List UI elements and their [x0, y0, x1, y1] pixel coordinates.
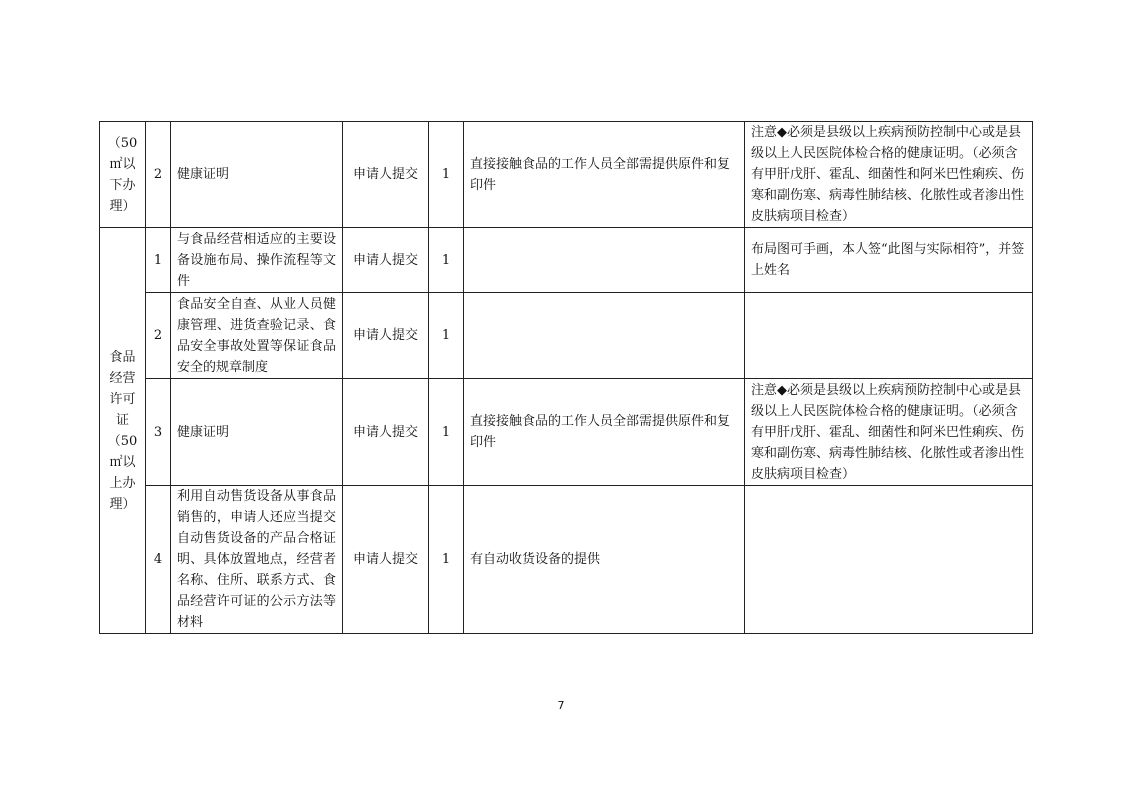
table-row — [100, 379, 1033, 486]
note-cell — [745, 293, 1033, 379]
note-cell: 注意◆必须是县级以上疾病预防控制中心或是县级以上人民医院体检合格的健康证明。（必须含有甲肝戊肝、霍乱、细菌性和阿米巴性痢疾、伤寒和副伤寒、病毒性肺结核、化脓性或者渗出性皮肤病项目检查） — [745, 122, 1033, 228]
requirement-cell: 有自动收货设备的提供 — [464, 486, 745, 634]
row-number-cell: 3 — [146, 379, 171, 486]
materials-table — [99, 121, 1033, 634]
row-number-cell: 4 — [146, 486, 171, 634]
requirement-cell: 直接接触食品的工作人员全部需提供原件和复印件 — [464, 379, 745, 486]
submitter-cell: 申请人提交 — [343, 293, 429, 379]
quantity-cell: 1 — [429, 379, 464, 486]
submitter-cell: 申请人提交 — [343, 122, 429, 228]
quantity-cell: 1 — [429, 486, 464, 634]
row-number-cell: 2 — [146, 293, 171, 379]
category-cell: 食品经营许可证（50 ㎡以上办理） — [100, 228, 146, 634]
requirement-cell: 直接接触食品的工作人员全部需提供原件和复印件 — [464, 122, 745, 228]
submitter-cell: 申请人提交 — [343, 228, 429, 293]
table-row — [100, 486, 1033, 634]
material-name-cell: 利用自动售货设备从事食品销售的，申请人还应当提交自动售货设备的产品合格证明、具体放置地点，经营者名称、住所、联系方式、食品经营许可证的公示方法等材料 — [171, 486, 343, 634]
quantity-cell: 1 — [429, 293, 464, 379]
category-cell: （50 ㎡以下办理） — [100, 122, 146, 228]
note-cell: 注意◆必须是县级以上疾病预防控制中心或是县级以上人民医院体检合格的健康证明。（必须含有甲肝戊肝、霍乱、细菌性和阿米巴性痢疾、伤寒和副伤寒、病毒性肺结核、化脓性或者渗出性皮肤病项目检查） — [745, 379, 1033, 486]
material-name-cell: 健康证明 — [171, 379, 343, 486]
submitter-cell: 申请人提交 — [343, 379, 429, 486]
quantity-cell: 1 — [429, 228, 464, 293]
submitter-cell: 申请人提交 — [343, 486, 429, 634]
page-number: 7 — [557, 699, 565, 712]
table-row — [100, 122, 1033, 228]
requirement-cell — [464, 228, 745, 293]
table-row — [100, 228, 1033, 293]
quantity-cell: 1 — [429, 122, 464, 228]
requirement-cell — [464, 293, 745, 379]
row-number-cell: 1 — [146, 228, 171, 293]
material-name-cell: 健康证明 — [171, 122, 343, 228]
note-cell: 布局图可手画，本人签“此图与实际相符”，并签上姓名 — [745, 228, 1033, 293]
note-cell — [745, 486, 1033, 634]
material-name-cell: 食品安全自查、从业人员健康管理、进货查验记录、食品安全事故处置等保证食品安全的规章制度 — [171, 293, 343, 379]
material-name-cell: 与食品经营相适应的主要设备设施布局、操作流程等文件 — [171, 228, 343, 293]
table-row — [100, 293, 1033, 379]
row-number-cell: 2 — [146, 122, 171, 228]
